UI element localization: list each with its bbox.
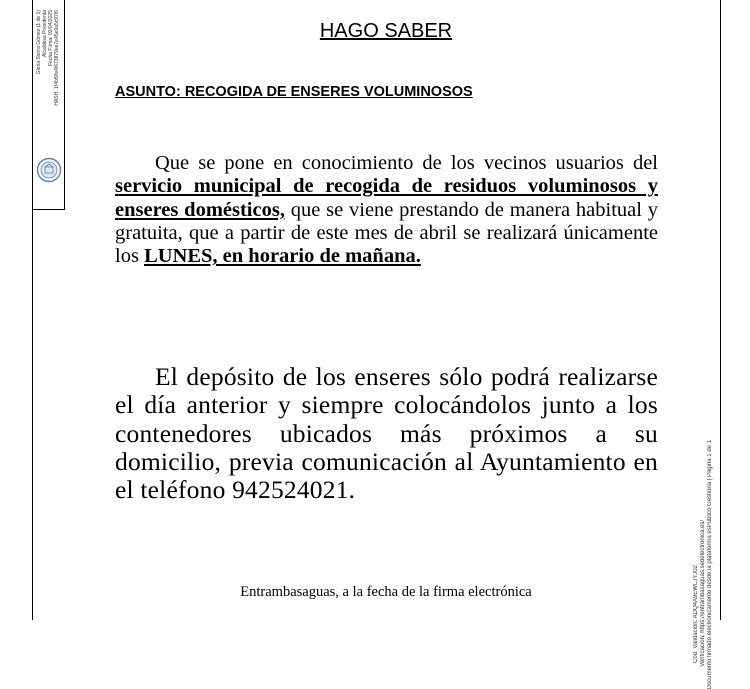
paragraph-1-text-a: Que se pone en conocimiento de los vecinos usuarios del: [155, 152, 658, 174]
validation-code: Cód. Validación: ADQ4A9EWLJYJ02: [693, 565, 699, 663]
municipal-seal-icon: [36, 157, 62, 183]
paragraph-1-emphasis-schedule: LUNES, en horario de mañana.: [144, 245, 421, 268]
notice-paragraph-2: El depósito de los enseres sólo podrá realizarse el día anterior y siempre colocándolos junto a los contenedores ubicados más próximos a su domicilio, previa comunicación al Ayuntamiento en el teléfono 942524021.: [115, 362, 658, 505]
signature-hash: HASH: 1f4bf9fe4f673879ee7e45e9a5c97f6: [54, 10, 60, 106]
left-margin-strip: [0, 0, 33, 620]
paragraph-1-text-b: que se viene prestando de manera habitual y gratuita, que a partir de este mes de abril se realizará únicamente los: [115, 198, 658, 268]
notice-paragraph-1: [115, 152, 658, 268]
document-title: HAGO SABER: [319, 20, 453, 42]
paragraph-1-emphasis-service: servicio municipal de recogida de residuos voluminosos y enseres domésticos,: [115, 175, 658, 221]
signature-line-2: Alcaldesa Presidenta: [42, 10, 48, 57]
signature-line-1: Gloria Sierra Gómez (1 de 1): [36, 10, 42, 75]
signature-line-3: Fecha Firma: 02/04/2025: [48, 10, 54, 66]
verification-url: Verificación: https://entrambasaguas.sedelectronica.es/: [700, 520, 706, 667]
document-subject: ASUNTO: RECOGIDA DE ENSERES VOLUMINOSOS: [115, 84, 473, 100]
right-margin-line: [720, 0, 721, 620]
signed-platform-note: Documento firmado electrónicamente desde la plataforma esPublico Gestiona | Página 1 de 1: [707, 440, 713, 689]
footer-place-date: Entrambasaguas, a la fecha de la firma electrónica: [240, 584, 532, 600]
